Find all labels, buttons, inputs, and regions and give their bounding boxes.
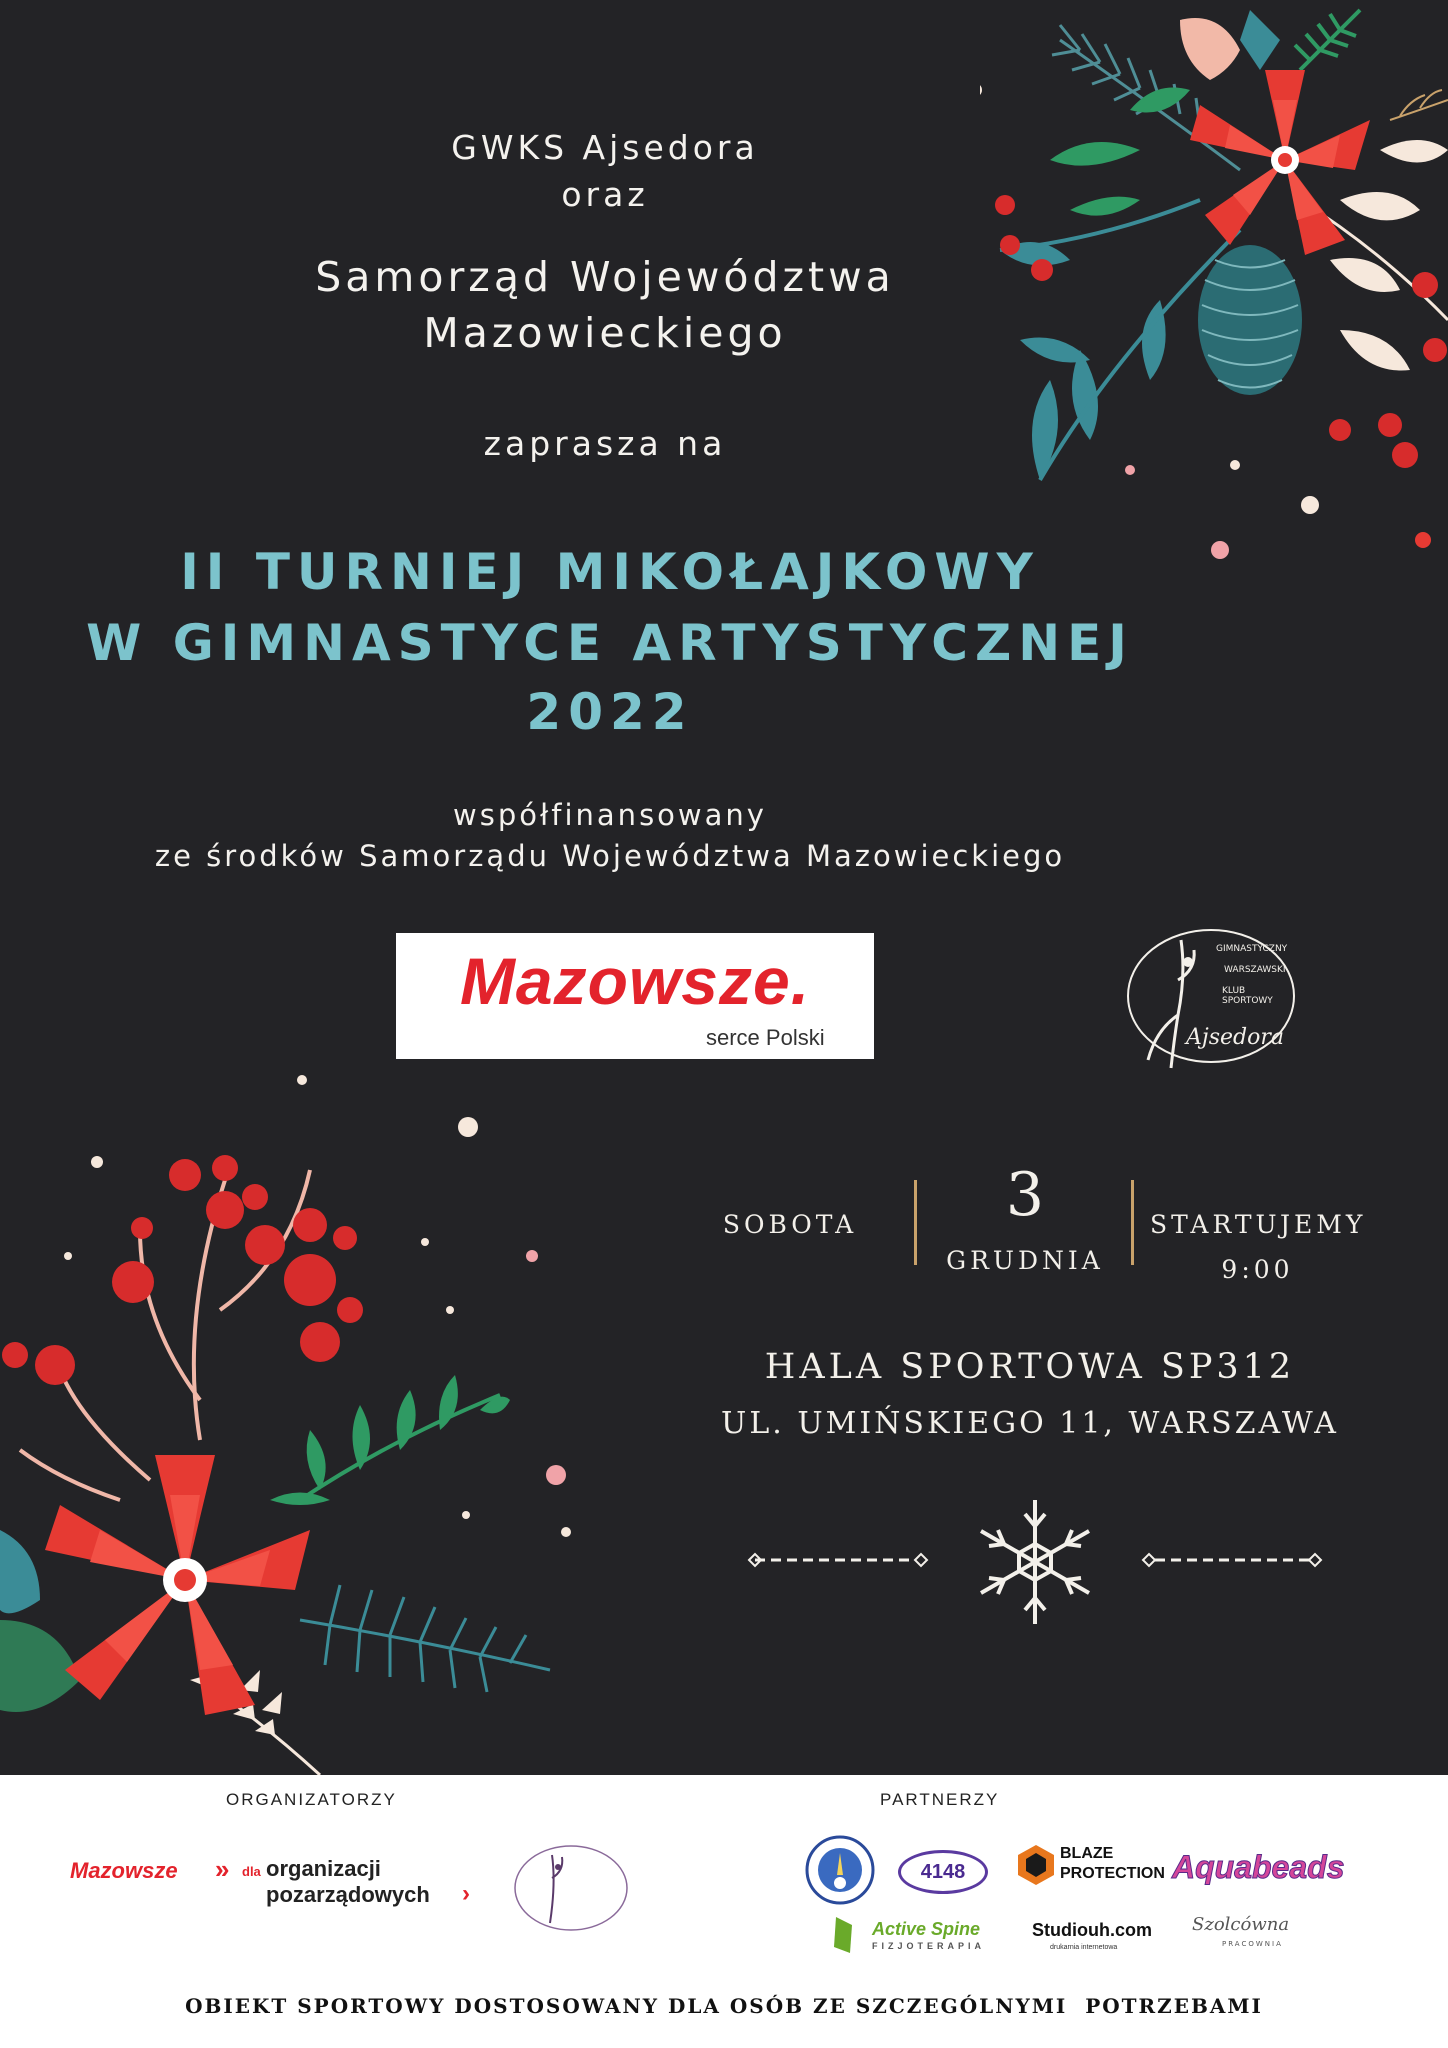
mazowsze-logo-tagline: serce Polski: [706, 1025, 825, 1050]
active-spine-line-2: FIZJOTERAPIA: [872, 1941, 986, 1951]
studiouh-sub: drukarnia internetowa: [1050, 1944, 1118, 1951]
partners-label: PARTNERZY: [880, 1790, 1000, 1809]
hexagon-icon: [1018, 1845, 1054, 1885]
divider-right: [1131, 1180, 1134, 1265]
mazowsze-ngo-line1: organizacji: [266, 1856, 381, 1881]
organizer-line-3: Samorząd Województwa: [315, 253, 895, 301]
aquabeads-logo: Aquabeads: [1172, 1849, 1345, 1885]
club-script-name: Ajsedora: [1186, 1025, 1284, 1050]
mazowsze-ngo-line2: pozarządowych: [266, 1882, 430, 1907]
szolcowna-script: Szolcówna: [1192, 1914, 1290, 1935]
organizer-line-2: oraz: [561, 175, 649, 214]
mazowsze-logo-word: Mazowsze.: [459, 944, 811, 1018]
venue-name: HALA SPORTOWA SP312: [764, 1347, 1296, 1387]
event-date-number: 3: [1005, 1160, 1045, 1230]
chevrons-icon: »: [215, 1854, 230, 1884]
funding-line-1: współfinansowany: [453, 798, 767, 832]
organizers-label: ORGANIZATORZY: [226, 1790, 397, 1809]
mazowsze-logo: [396, 933, 874, 1059]
active-spine-line-1: Active Spine: [872, 1919, 981, 1939]
divider-left: [914, 1180, 917, 1265]
organizer-line-1: GWKS Ajsedora: [451, 128, 759, 167]
blaze-protection-logo: [1018, 1843, 1165, 1893]
event-month: GRUDNIA: [946, 1246, 1104, 1275]
club-text-line-2: WARSZAWSKI: [1224, 965, 1286, 975]
funding-line-2: ze środków Samorządu Województwa Mazowieckiego: [154, 839, 1066, 873]
active-spine-logo: [830, 1915, 1000, 1957]
partner-4148-logo: [898, 1850, 988, 1894]
accessibility-notice: OBIEKT SPORTOWY DOSTOSOWANY DLA OSÓB ZE SZCZEGÓLNYMI POTRZEBAMI: [185, 1994, 1263, 2018]
start-label: STARTUJEMY: [1150, 1210, 1367, 1239]
spine-icon: [830, 1917, 858, 1953]
floral-decoration-top-right: [980, 0, 1448, 560]
studiouh-text: Studiouh.com: [1032, 1920, 1152, 1940]
event-year: 2022: [526, 683, 694, 741]
mazowsze-ngo-word: Mazowsze: [70, 1858, 178, 1883]
organizer-line-4: Mazowieckiego: [423, 309, 787, 357]
ajsedora-club-logo: [1126, 920, 1296, 1075]
club-text-line-3: KLUB SPORTOWY: [1222, 986, 1273, 1006]
blaze-line-1: BLAZE: [1060, 1845, 1114, 1862]
chevron-right-icon: ›: [462, 1880, 470, 1907]
invite-line: zaprasza na: [483, 424, 727, 463]
szolcowna-sub: PRACOWNIA: [1222, 1940, 1283, 1948]
ajsedora-small-logo: [512, 1843, 630, 1933]
partner-4148-text: 4148: [920, 1861, 966, 1883]
snow-dot-cluster: [290, 1070, 490, 1170]
event-title-line-1: II TURNIEJ MIKOŁAJKOWY: [180, 543, 1040, 601]
studiouh-logo: [1026, 1918, 1156, 1960]
event-title-line-2: W GIMNASTYCE ARTYSTYCZNEJ: [86, 614, 1134, 672]
blaze-line-2: PROTECTION: [1060, 1865, 1165, 1882]
mazowsze-ngo-dla: dla: [242, 1864, 261, 1879]
event-day: SOBOTA: [722, 1210, 858, 1239]
school-emblem-logo: [805, 1835, 875, 1905]
snowflake-divider: [745, 1495, 1325, 1630]
snowflake-icon: [981, 1500, 1089, 1624]
venue-address: UL. UMIŃSKIEGO 11, WARSZAWA: [721, 1406, 1339, 1441]
club-text-line-1: GIMNASTYCZNY: [1216, 944, 1288, 954]
start-time: 9:00: [1221, 1255, 1294, 1284]
szolcowna-logo: [1172, 1912, 1302, 1958]
mazowsze-ngo-logo: [70, 1852, 480, 1912]
